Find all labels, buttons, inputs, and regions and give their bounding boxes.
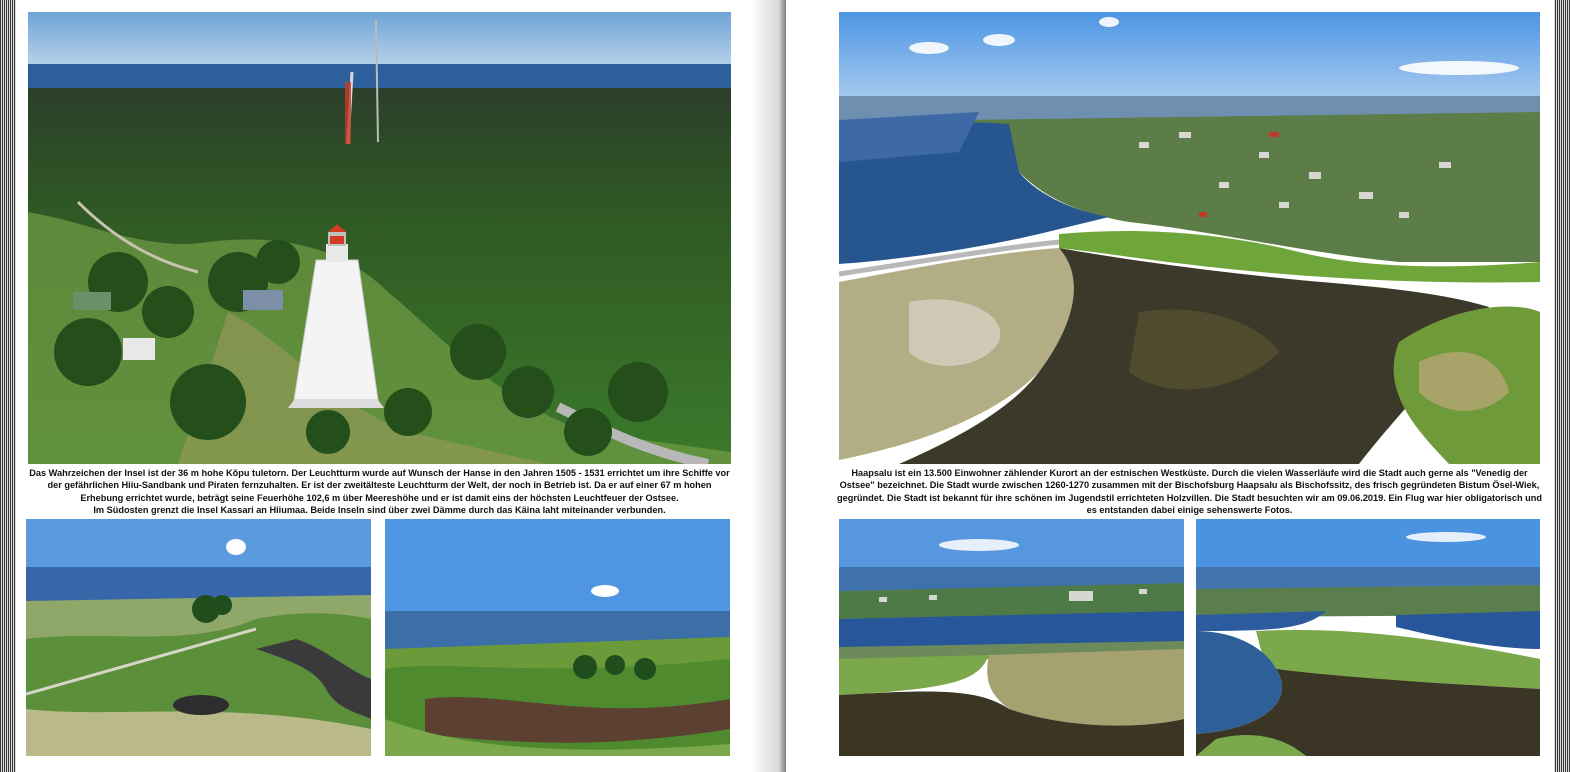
haapsalu-photo-art [839,12,1540,464]
left-caption-line-3: Erhebung errichtet wurde, beträgt seine Feuerhöhe 102,6 m über Meereshöhe und er ist damit eins der höchsten Leuchtfeuer der Ostsee. [80,492,679,503]
haapsalu-photo-3-art [1196,519,1540,756]
book-edge-left [0,0,16,772]
haapsalu-aerial-photo-2 [839,519,1184,756]
lighthouse-photo-art [28,12,731,464]
haapsalu-aerial-photo [839,12,1540,464]
left-caption-line-4: Im Südosten grenzt die Insel Kassari an Hiiumaa. Beide Inseln sind über zwei Dämme durch das Käina laht miteinander verbunden. [93,505,666,516]
wetland-aerial-photo-1 [26,519,371,756]
wetland-photo-1-art [26,519,371,756]
right-caption-line-1: Haapsalu ist ein 13.500 Einwohner zählender Kurort an der estnischen Westküste. Durch die vielen Wasserläufe wird die Stadt auch gerne als "Venedig der [851,468,1528,478]
right-caption-line-4: es entstanden dabei einige sehenswerte Fotos. [1086,505,1293,516]
left-page [16,0,787,772]
lighthouse-aerial-photo [28,12,731,464]
left-caption-line-1: Das Wahrzeichen der Insel ist der 36 m hohe Kõpu tuletorn. Der Leuchtturm wurde auf Wunsch der Hanse in den Jahren 1505 - 1531 errichtet um ihre Schiffe vor [29,468,730,478]
right-page [786,0,1554,772]
wetland-photo-2-art [385,519,730,756]
right-caption-line-3: gegründet. Die Stadt ist bekannt für ihre schönen im Jugendstil errichteten Holzvillen. Die Stadt besuchten wir am 09.06.2019. Ein Flug war hier obligatorisch und [836,492,1543,503]
haapsalu-photo-2-art [839,519,1184,756]
right-caption [836,467,1543,517]
haapsalu-aerial-photo-3 [1196,519,1540,756]
left-caption [24,467,735,517]
right-caption-line-2: Ostsee" bezeichnet. Die Stadt wurde zwischen 1260-1270 zusammen mit der Bischofsburg Haapsalu als Bischofssitz, des frisch gegründeten Bistum Ösel-Wiek, [839,480,1540,491]
book-edge-right [1554,0,1570,772]
left-caption-line-2: der gefährlichen Hiiu-Sandbank und Piraten fernzuhalten. Er ist der zweitälteste Leuchtturm der Welt, der noch in Betrieb ist. Da er auf einer 67 m hohen [47,480,712,491]
wetland-aerial-photo-2 [385,519,730,756]
